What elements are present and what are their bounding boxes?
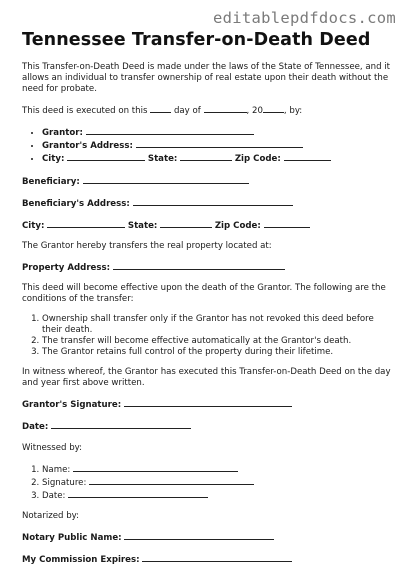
notary-name-field xyxy=(22,531,394,544)
beneficiary-address-field xyxy=(22,197,394,210)
beneficiary-zip-label: Zip Code: xyxy=(214,221,261,232)
conditions-list xyxy=(22,314,394,358)
commission-expires-blank[interactable] xyxy=(142,553,292,562)
condition-item: 1. Ownership shall transfer only if the Grantor has not revoked this deed before their death. xyxy=(42,314,394,336)
beneficiary-state-label: State: xyxy=(127,221,158,232)
witness-signature-item xyxy=(42,476,394,489)
transfer-paragraph: The Grantor hereby transfers the real property located at: xyxy=(22,241,272,252)
condition-item: 2. The transfer will become effective automatically at the Grantor's death. xyxy=(42,336,394,347)
beneficiary-address-label: Beneficiary's Address: xyxy=(22,199,130,210)
execution-suffix: , by: xyxy=(283,106,303,117)
beneficiary-name-field xyxy=(22,175,394,188)
condition-item: 3. The Grantor retains full control of the property during their lifetime. xyxy=(42,347,394,358)
grantor-address-item xyxy=(42,139,394,152)
witness-date-label: Date: xyxy=(42,491,66,502)
effective-paragraph: This deed will become effective upon the death of the Grantor. The following are the conditions of the transfer: xyxy=(22,283,386,305)
witness-date-blank[interactable] xyxy=(68,489,208,498)
execution-year-prefix: , 20 xyxy=(246,106,263,117)
grantor-state-blank[interactable] xyxy=(180,152,232,161)
property-address-blank[interactable] xyxy=(113,261,285,270)
document-page xyxy=(22,29,394,575)
property-address-field xyxy=(22,261,394,274)
witness-signature-blank[interactable] xyxy=(89,476,254,485)
grantor-address-blank[interactable] xyxy=(136,139,303,148)
commission-expires-field xyxy=(22,553,394,566)
month-blank[interactable] xyxy=(204,104,247,113)
witness-date-item xyxy=(42,489,394,502)
notary-name-label: Notary Public Name: xyxy=(22,533,122,544)
execution-day-of: day of xyxy=(173,106,201,117)
notary-name-blank[interactable] xyxy=(124,531,274,540)
beneficiary-address-blank[interactable] xyxy=(133,197,293,206)
execution-prefix: This deed is executed on this xyxy=(22,106,148,117)
beneficiary-city-field xyxy=(22,219,394,232)
witness-fields-list xyxy=(22,463,394,502)
grantor-name-item xyxy=(42,126,394,139)
beneficiary-name-blank[interactable] xyxy=(83,175,249,184)
witness-signature-label: Signature: xyxy=(42,478,87,489)
grantor-city-blank[interactable] xyxy=(67,152,145,161)
grantor-address-label: Grantor's Address: xyxy=(42,141,133,152)
grantor-fields xyxy=(22,126,394,165)
grantor-state-label: State: xyxy=(147,154,178,165)
grantor-signature-blank[interactable] xyxy=(124,398,292,407)
year-blank[interactable] xyxy=(263,104,284,113)
commission-expires-label: My Commission Expires: xyxy=(22,555,140,566)
beneficiary-zip-blank[interactable] xyxy=(264,219,310,228)
grantor-name-blank[interactable] xyxy=(86,126,254,135)
property-address-label: Property Address: xyxy=(22,263,111,274)
execution-line xyxy=(22,104,394,117)
witness-paragraph: In witness whereof, the Grantor has executed this Transfer-on-Death Deed on the day and year first above written. xyxy=(22,367,391,389)
grantor-zip-label: Zip Code: xyxy=(234,154,281,165)
document-title: Tennessee Transfer-on-Death Deed xyxy=(22,30,371,50)
grantor-zip-blank[interactable] xyxy=(284,152,331,161)
witness-name-item xyxy=(42,463,394,476)
witnessed-by-heading: Witnessed by: xyxy=(22,443,83,454)
grantor-name-label: Grantor: xyxy=(42,128,83,139)
notarized-by-heading: Notarized by: xyxy=(22,511,80,522)
grantor-city-label: City: xyxy=(42,154,65,165)
grantor-date-label: Date: xyxy=(22,422,49,433)
beneficiary-city-label: City: xyxy=(22,221,45,232)
beneficiary-state-blank[interactable] xyxy=(160,219,212,228)
watermark: editablepdfdocs.com xyxy=(212,9,396,27)
witness-name-blank[interactable] xyxy=(73,463,238,472)
intro-paragraph: This Transfer-on-Death Deed is made under the laws of the State of Tennessee, and it allows an individual to transfer ownership of real estate upon their death without the need for probate. xyxy=(22,62,391,95)
grantor-city-item xyxy=(42,152,394,165)
grantor-signature-label: Grantor's Signature: xyxy=(22,400,122,411)
grantor-date-blank[interactable] xyxy=(51,420,191,429)
day-blank[interactable] xyxy=(150,104,171,113)
grantor-date-field xyxy=(22,420,394,433)
beneficiary-city-blank[interactable] xyxy=(47,219,125,228)
witness-name-label: Name: xyxy=(42,465,71,476)
grantor-signature-field xyxy=(22,398,394,411)
beneficiary-name-label: Beneficiary: xyxy=(22,177,80,188)
